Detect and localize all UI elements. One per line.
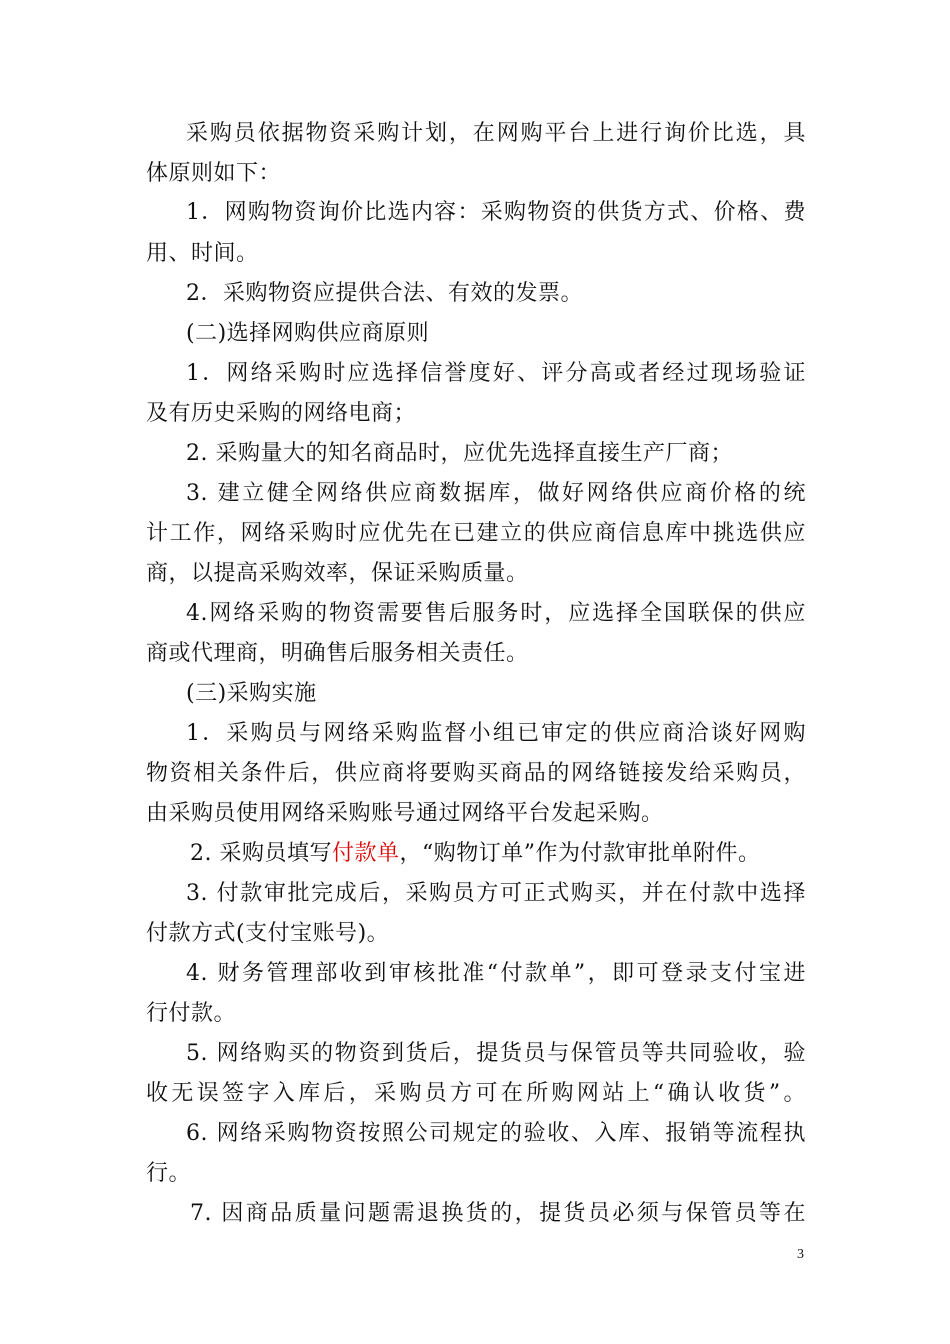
- paragraph-line: 采购员依据物资采购计划，在网购平台上进行询价比选，具: [186, 121, 806, 146]
- paragraph-line: 6. 网络采购物资按照公司规定的验收、入库、报销等流程执: [186, 1121, 806, 1146]
- paragraph-line: 行付款。: [146, 1001, 237, 1026]
- paragraph-line: 1．网络采购时应选择信誉度好、评分高或者经过现场验证: [186, 361, 806, 386]
- payment-form-highlight: 付款单: [331, 841, 400, 866]
- paragraph-line: 1．采购员与网络采购监督小组已审定的供应商洽谈好网购: [186, 721, 806, 746]
- paragraph-line: 体原则如下：: [146, 161, 282, 186]
- paragraph-line: 物资相关条件后，供应商将要购买商品的网络链接发给采购员，: [146, 761, 806, 786]
- paragraph-line: 收无误签字入库后，采购员方可在所购网站上“确认收货”。: [146, 1081, 806, 1106]
- paragraph-line: 1．网购物资询价比选内容：采购物资的供货方式、价格、费: [186, 200, 806, 225]
- paragraph-line: 行。: [146, 1161, 192, 1186]
- paragraph-line: 2．采购物资应提供合法、有效的发票。: [186, 281, 583, 306]
- paragraph-line: 5. 网络购买的物资到货后，提货员与保管员等共同验收，验: [186, 1041, 806, 1066]
- paragraph-line: 7. 因商品质量问题需退换货的，提货员必须与保管员等在: [190, 1201, 806, 1226]
- paragraph-line: 3. 建立健全网络供应商数据库，做好网络供应商价格的统: [186, 481, 806, 506]
- paragraph-line: 商，以提高采购效率，保证采购质量。: [146, 561, 529, 586]
- paragraph-line: 付款方式(支付宝账号)。: [146, 921, 390, 946]
- paragraph-line: 3. 付款审批完成后，采购员方可正式购买，并在付款中选择: [186, 881, 806, 906]
- paragraph-line: 4.网络采购的物资需要售后服务时，应选择全国联保的供应: [186, 601, 806, 626]
- paragraph-line: 4. 财务管理部收到审核批准“付款单”，即可登录支付宝进: [186, 961, 806, 986]
- paragraph-line: 商或代理商，明确售后服务相关责任。: [146, 641, 529, 666]
- paragraph-line: 及有历史采购的网络电商；: [146, 401, 417, 426]
- paragraph-line-with-highlight: [190, 841, 761, 867]
- line-prefix: 2. 采购员填写: [190, 841, 332, 866]
- paragraph-line: 用、时间。: [146, 241, 259, 266]
- page-number: 3: [797, 1247, 804, 1262]
- paragraph-line: 由采购员使用网络采购账号通过网络平台发起采购。: [146, 801, 664, 826]
- paragraph-line: 计工作，网络采购时应优先在已建立的供应商信息库中挑选供应: [146, 521, 806, 546]
- section-heading: (三)采购实施: [186, 681, 317, 706]
- line-suffix: ，“购物订单”作为付款审批单附件。: [399, 841, 761, 866]
- paragraph-line: 2. 采购量大的知名商品时，应优先选择直接生产厂商；: [186, 441, 733, 466]
- section-heading: (二)选择网购供应商原则: [186, 321, 430, 346]
